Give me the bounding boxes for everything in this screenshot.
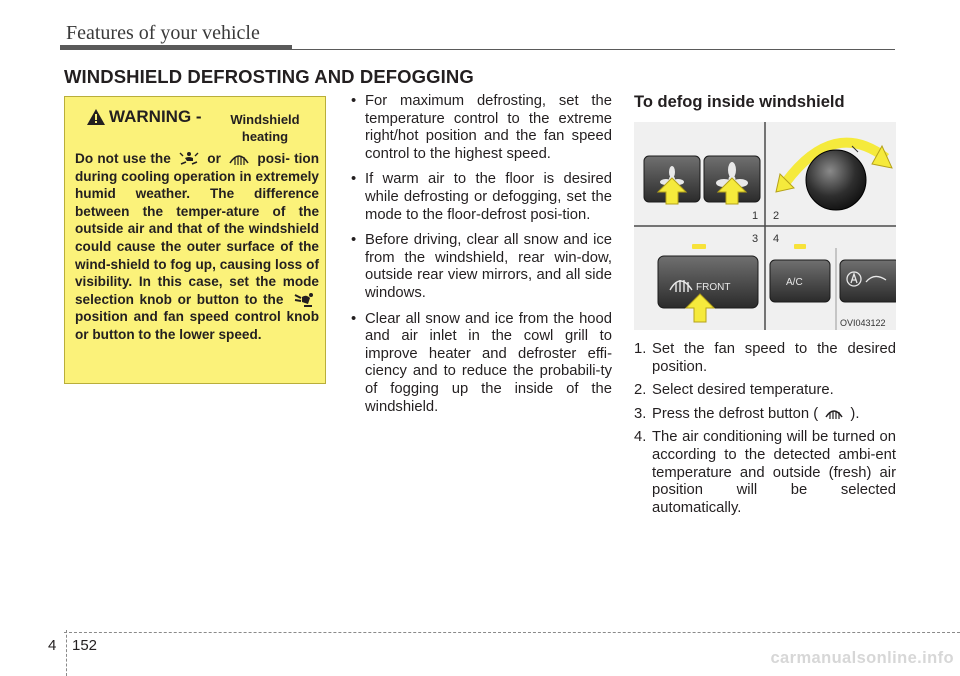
warning-text-1a: Do not use the	[75, 151, 171, 166]
figure-illustration	[634, 122, 896, 330]
page-number: 152	[72, 637, 98, 654]
list-item	[634, 429, 896, 517]
step-text: Press the defrost button (	[652, 405, 819, 422]
chapter-number: 4	[48, 637, 57, 654]
footer-divider	[66, 630, 67, 676]
defrost-mode-icon	[228, 151, 250, 167]
warning-text-para: tion during cooling operation in extremely humid weather. The difference between the temper-ature of the outside air and that of the windshield could cause the outer surface of the wind-shield to fog up, causing loss of visibility. In this case, set the mode selection knob or button	[75, 151, 320, 307]
climate-control-figure	[634, 122, 896, 330]
defrost-floor-mode-icon	[178, 151, 200, 167]
indicator-led	[692, 244, 706, 249]
list-item	[634, 406, 896, 424]
figure-label: 2	[773, 210, 780, 222]
warning-body	[75, 150, 319, 344]
figure-label: 3	[752, 233, 759, 245]
page-title: WINDSHIELD DEFROSTING AND DEFOGGING	[64, 66, 474, 87]
bullet-text: Clear all snow and ice from the hood and air inlet in the cowl grill to improve heater and defroster effi-ciency and to reduce the probabili-ty of fogging up the inside of the windshield.	[365, 310, 612, 415]
floor-defrost-mode-icon	[292, 292, 316, 308]
defog-steps	[634, 341, 896, 523]
warning-subject: Windshield heating	[230, 112, 300, 144]
step-text: The air conditioning will be turned on according to the detected ambi-ent temperature and outside (fresh) air position will be selected automatically.	[652, 429, 896, 516]
step-text: Select desired temperature.	[652, 382, 834, 399]
bullet-dot: •	[351, 310, 357, 327]
bullet-dot: •	[351, 93, 357, 109]
figure-code: OVI043122	[840, 318, 886, 328]
figure-label: 1	[752, 210, 759, 222]
footer-rule	[64, 632, 960, 633]
warning-text-1c: posi-	[257, 151, 290, 166]
step-text: Set the fan speed to the desired position.	[652, 341, 896, 375]
temperature-knob	[806, 150, 866, 210]
step-number: 4.	[634, 429, 647, 446]
step-number: 3.	[634, 405, 647, 422]
header-rule-thick	[60, 45, 292, 50]
bullet-text: If warm air to the floor is desired while defrosting or defogging, set the mode to the floor-defrost posi-tion.	[365, 171, 612, 223]
list-item	[634, 341, 896, 376]
list-item	[349, 171, 612, 224]
defrost-icon	[824, 406, 844, 421]
defog-title: To defog inside windshield	[634, 93, 845, 111]
step-number: 2.	[634, 382, 647, 399]
warning-label: WARNING -	[109, 107, 202, 126]
list-item	[349, 311, 612, 417]
indicator-led	[794, 244, 806, 249]
section-header: Features of your vehicle	[66, 22, 260, 44]
ac-label: A/C	[786, 277, 803, 288]
header-rule-thin	[292, 49, 895, 50]
bullet-list	[349, 93, 612, 424]
bullet-dot: •	[351, 171, 357, 188]
front-label: FRONT	[696, 282, 731, 293]
warning-text-end-b: position and fan speed control knob or button to the lower speed.	[75, 309, 319, 342]
list-item	[634, 382, 896, 400]
step-text: ).	[850, 405, 860, 422]
warning-box	[64, 96, 326, 384]
bullet-dot: •	[351, 232, 357, 249]
step-number: 1.	[634, 341, 647, 357]
auto-recirc-button	[840, 260, 896, 302]
list-item	[349, 93, 612, 163]
warning-triangle-icon	[87, 109, 105, 125]
watermark: carmanualsonline.info	[770, 649, 954, 667]
list-item	[349, 232, 612, 302]
warning-text-1b: or	[207, 151, 221, 166]
figure-label: 4	[773, 233, 780, 245]
bullet-text: Before driving, clear all snow and ice from the windshield, rear win-dow, outside rear view mirrors, and all side windows.	[365, 232, 612, 301]
bullet-text: For maximum defrosting, set the temperature control to the extreme right/hot position and the fan speed control to the highest speed.	[365, 93, 612, 162]
warning-text-end-a: to the	[244, 291, 284, 307]
